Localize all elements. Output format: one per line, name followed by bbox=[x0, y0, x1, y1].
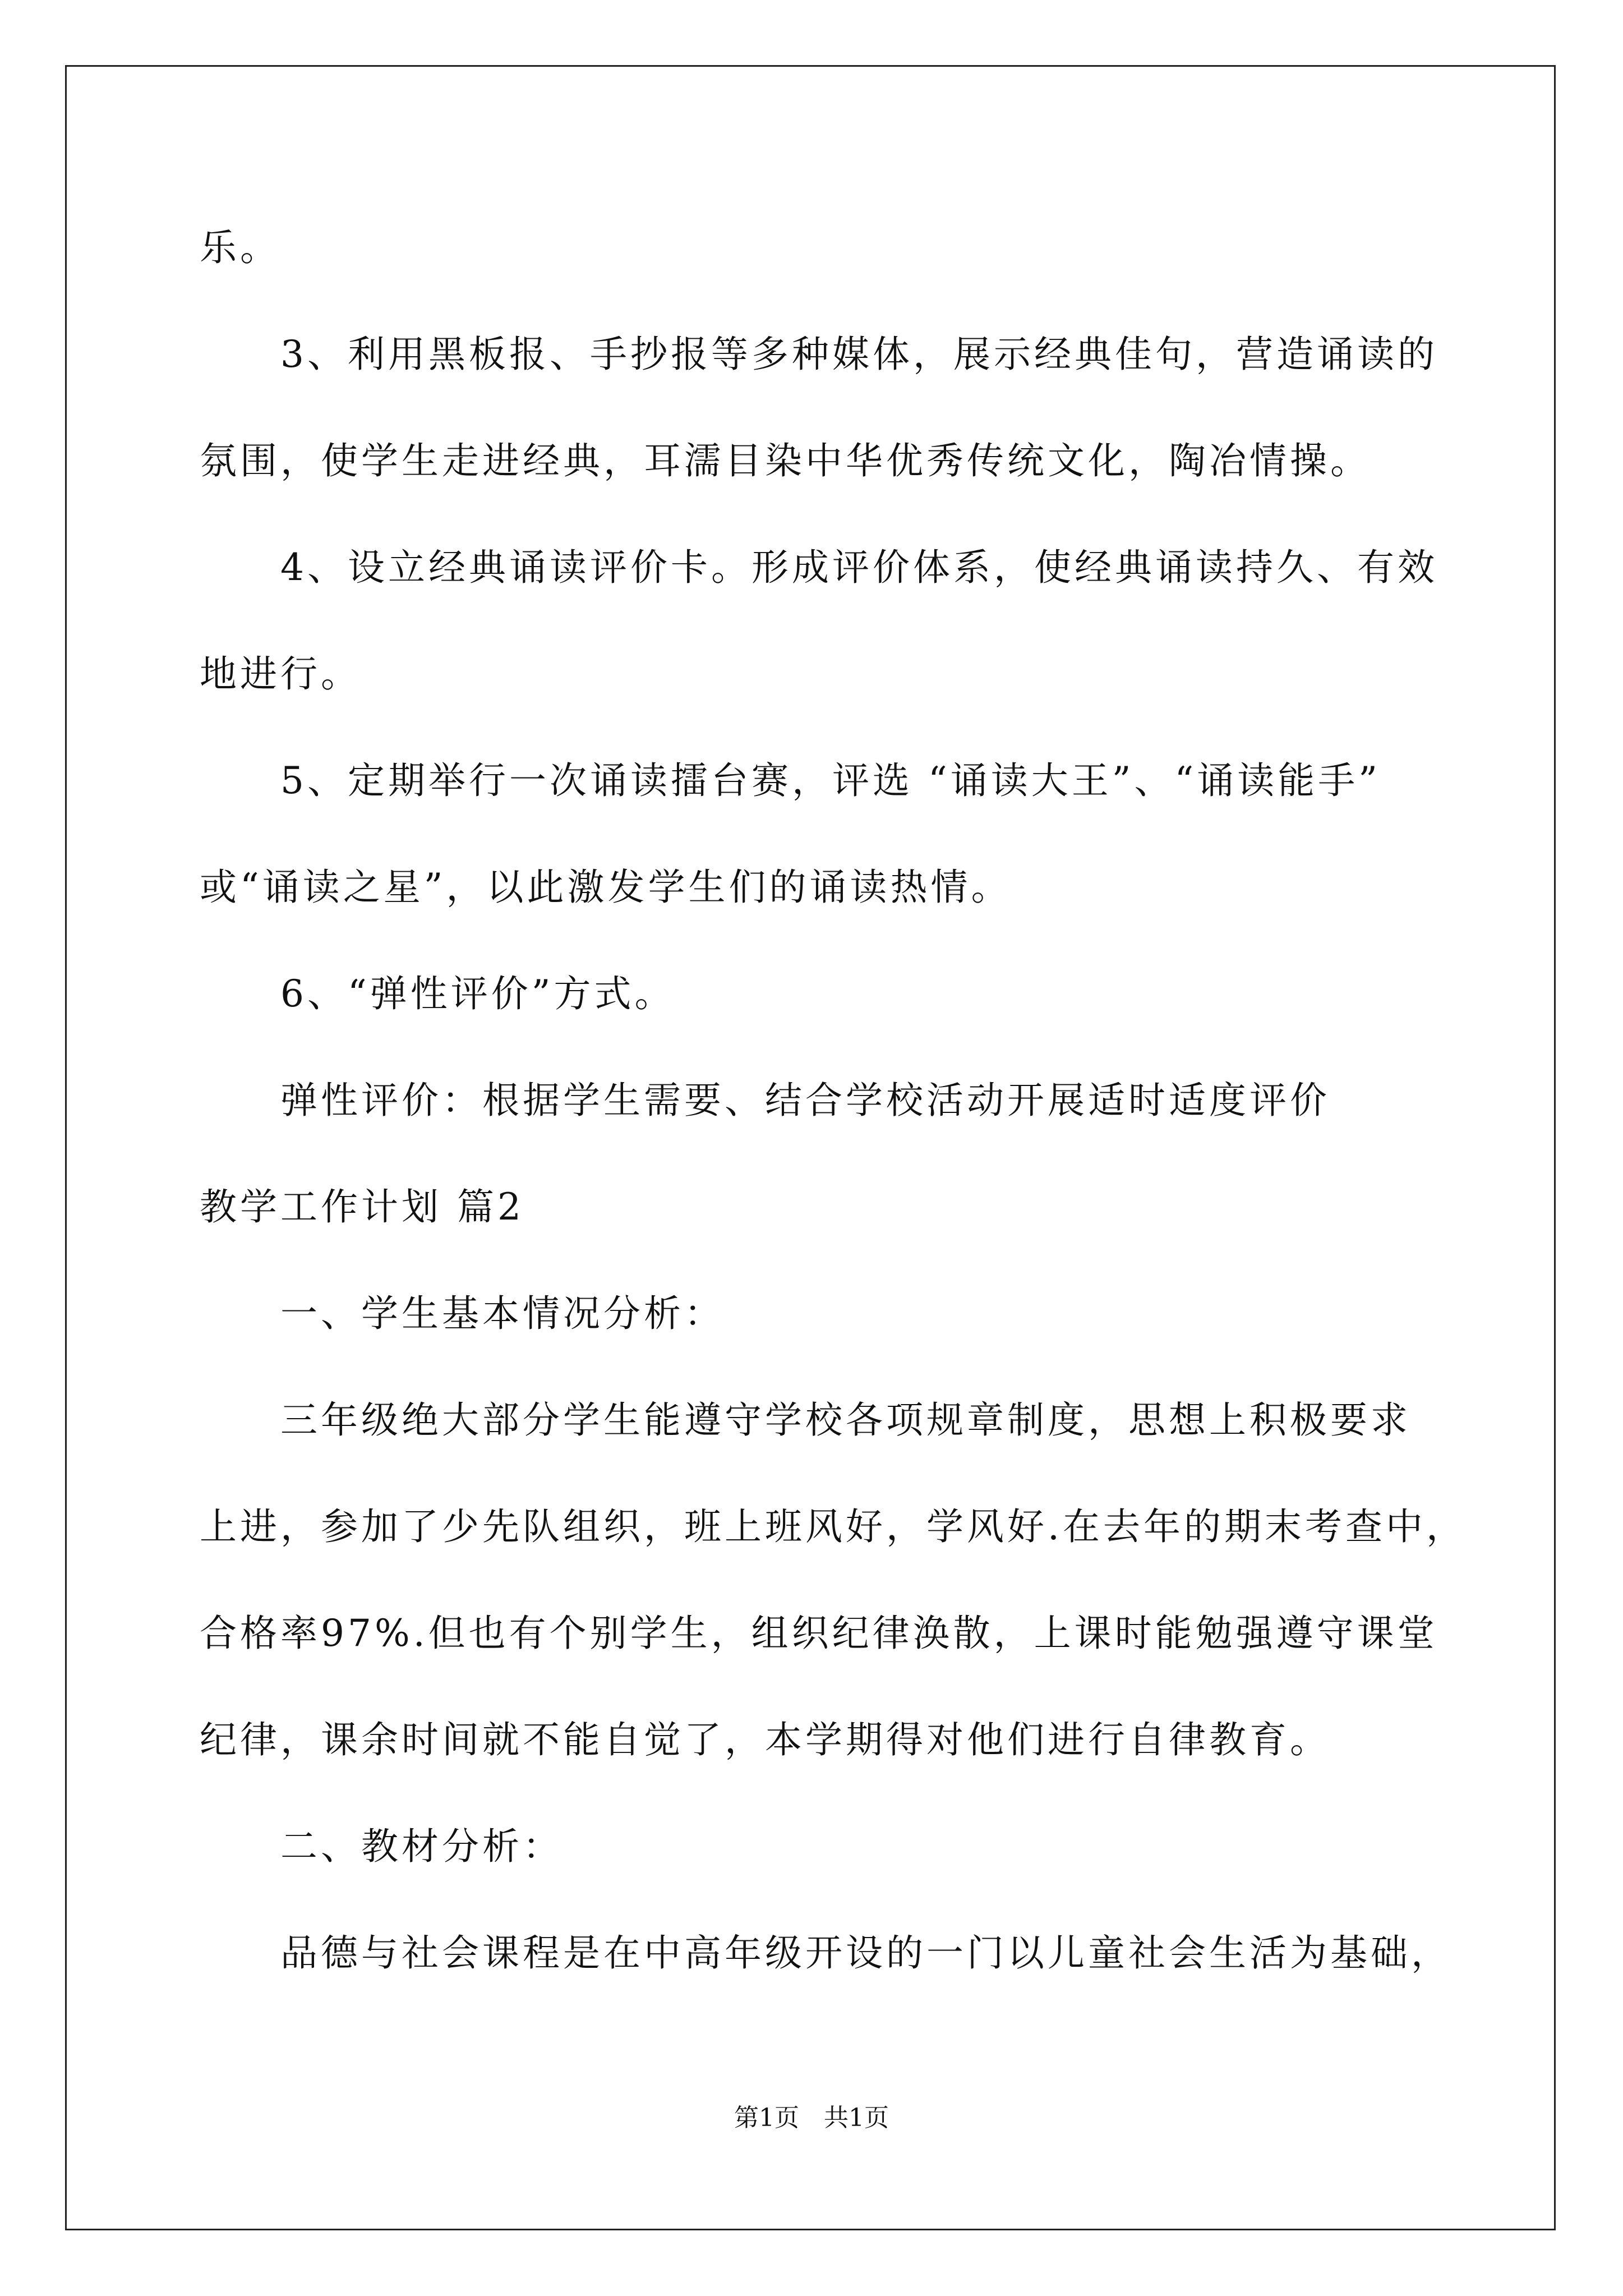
text-line-6: 5、定期举行一次诵读擂台赛，评选 “诵读大王”、“诵读能手” bbox=[280, 759, 1381, 802]
text-line-8: 6、“弹性评价”方式。 bbox=[280, 972, 675, 1015]
text-line-15: 纪律，课余时间就不能自觉了，本学期得对他们进行自律教育。 bbox=[200, 1718, 1330, 1761]
text-line-3: 氛围，使学生走进经典，耳濡目染中华优秀传统文化，陶冶情操。 bbox=[200, 439, 1371, 482]
page-border bbox=[65, 65, 1556, 2230]
section-heading: 教学工作计划 篇2 bbox=[200, 1185, 524, 1228]
text-line-1: 乐。 bbox=[200, 226, 280, 269]
text-line-9: 弹性评价：根据学生需要、结合学校活动开展适时适度评价 bbox=[280, 1079, 1330, 1122]
text-line-17: 品德与社会课程是在中高年级开设的一门以儿童社会生活为基础， bbox=[280, 1931, 1451, 1975]
text-line-13: 上进，参加了少先队组织，班上班风好，学风好.在去年的期末考查中， bbox=[200, 1505, 1467, 1548]
text-line-2: 3、利用黑板报、手抄报等多种媒体，展示经典佳句，营造诵读的 bbox=[280, 333, 1438, 376]
text-line-5: 地进行。 bbox=[200, 652, 361, 696]
text-line-11: 一、学生基本情况分析： bbox=[280, 1292, 725, 1335]
text-line-16: 二、教材分析： bbox=[280, 1825, 563, 1868]
text-line-12: 三年级绝大部分学生能遵守学校各项规章制度，思想上积极要求 bbox=[280, 1398, 1411, 1442]
page-total: 共1页 bbox=[824, 2104, 889, 2132]
text-line-14: 合格率97%.但也有个别学生，组织纪律涣散，上课时能勉强遵守课堂 bbox=[200, 1612, 1438, 1655]
text-line-7: 或“诵读之星”，以此激发学生们的诵读热情。 bbox=[200, 866, 1012, 909]
page-footer bbox=[0, 2102, 1623, 2134]
text-line-4: 4、设立经典诵读评价卡。形成评价体系，使经典诵读持久、有效 bbox=[280, 546, 1438, 589]
page-number: 第1页 bbox=[734, 2104, 799, 2132]
